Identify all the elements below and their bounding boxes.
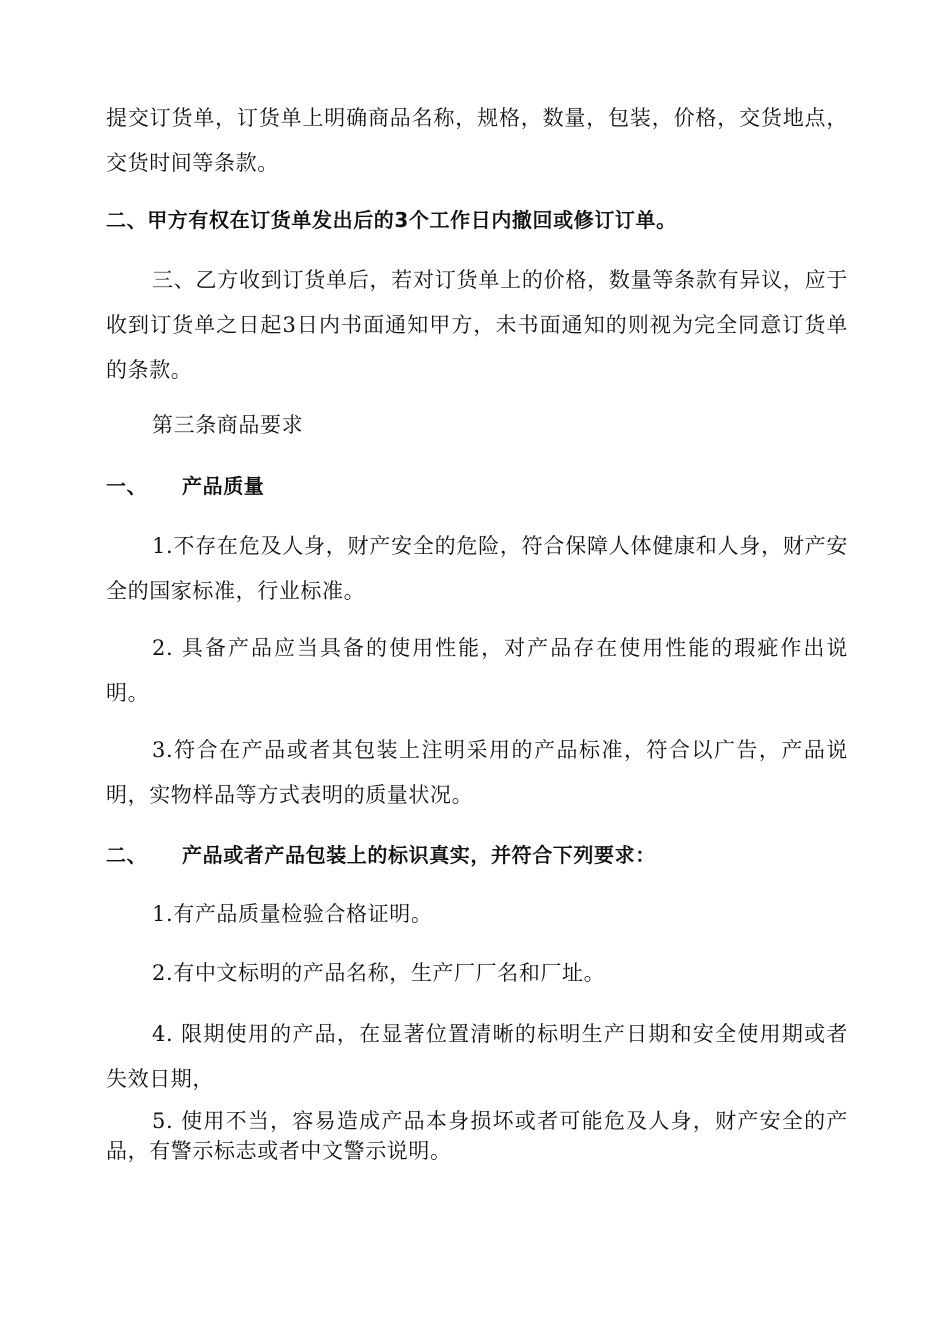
section-heading-quality (106, 464, 848, 509)
paragraph-clause-two: 二、甲方有权在订货单发出后的3个工作日内撤回或修订订单。 (106, 208, 677, 232)
paragraph-order-terms: 提交订货单，订货单上明确商品名称，规格，数量，包装，价格，交货地点，交货时间等条款。 (106, 106, 848, 175)
section-number: 一、 (106, 474, 148, 498)
quality-item-2: 2. 具备产品应当具备的使用性能，对产品存在使用性能的瑕疵作出说明。 (106, 636, 848, 705)
labeling-item-5: 5. 使用不当，容易造成产品本身损坏或者可能危及人身，财产安全的产品，有警示标志或者中文警示说明。 (106, 1109, 848, 1163)
paragraph-clause-three: 三、乙方收到订货单后，若对订货单上的价格，数量等条款有异议，应于收到订货单之日起3日内书面通知甲方，未书面通知的则视为完全同意订货单的条款。 (106, 268, 848, 382)
labeling-item-2: 2.有中文标明的产品名称，生产厂厂名和厂址。 (152, 961, 606, 985)
section-heading-labeling (106, 833, 848, 878)
labeling-item-1: 1.有产品质量检验合格证明。 (152, 902, 433, 926)
section-title: 产品或者产品包装上的标识真实，并符合下列要求： (182, 843, 656, 867)
article-three-title: 第三条商品要求 (152, 413, 304, 437)
section-title: 产品质量 (182, 474, 265, 498)
labeling-item-4: 4. 限期使用的产品，在显著位置清晰的标明生产日期和安全使用期或者失效日期， (106, 1022, 848, 1091)
quality-item-3: 3.符合在产品或者其包装上注明采用的产品标准，符合以广告，产品说明，实物样品等方式表明的质量状况。 (106, 738, 848, 807)
quality-item-1: 1.不存在危及人身，财产安全的危险，符合保障人体健康和人身，财产安全的国家标准，行业标准。 (106, 534, 848, 603)
section-number: 二、 (106, 843, 148, 867)
